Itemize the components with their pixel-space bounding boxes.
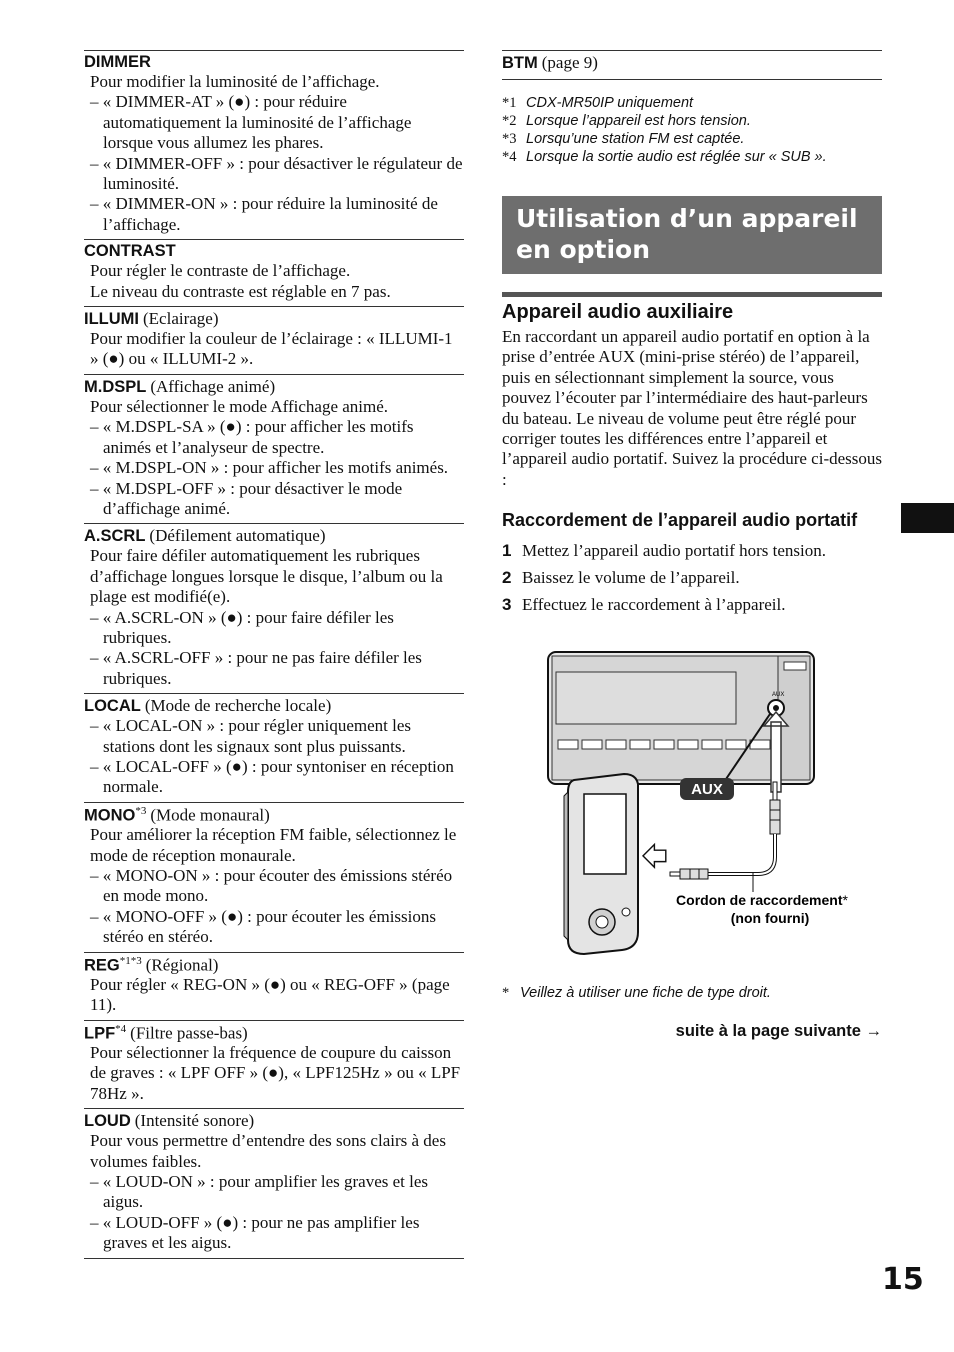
entry-note: (Mode monaural) <box>150 805 270 825</box>
entry-note: (Affichage animé) <box>150 376 276 396</box>
entry-note: (Mode de recherche locale) <box>144 696 332 716</box>
entry-note: (Intensité sonore) <box>134 1111 255 1131</box>
aux-jack-label: AUX <box>772 692 785 699</box>
footnote <box>502 94 882 112</box>
footnote-mark: *2 <box>502 113 517 129</box>
setting-entry <box>84 1020 464 1109</box>
entry-option: – « DIMMER-AT » (●) : pour réduire automatiquement la luminosité de l’affichage lorsque vous allumez les phares. <box>90 92 412 153</box>
footnote-text: Lorsque la sortie audio est réglée sur « SUB ». <box>526 149 827 165</box>
entry-heading <box>84 805 464 825</box>
intro-paragraph: En raccordant un appareil audio portatif en option à la prise d’entrée AUX (mini-prise stéréo) de l’appareil, puis en sélectionnant simplement la source, vous pouvez l’écouter par l’intermédiaire des haut-parleurs du bateau. Le niveau de volume peut être réglé pour corriger toutes les différences entre l’appareil et l’appareil audio portatif. Suivez la procédure ci-dessous : <box>502 327 883 489</box>
footnote <box>502 148 882 166</box>
setting-entry <box>84 693 464 802</box>
step-number: 2 <box>502 568 512 588</box>
entry-footnote-ref: *1*3 <box>119 954 142 967</box>
procedure-step <box>502 591 882 618</box>
page-number: 15 <box>882 1262 924 1297</box>
entry-note: (Régional) <box>145 954 219 974</box>
footnote-mark: *1 <box>502 95 517 111</box>
entry-heading <box>84 377 464 397</box>
connection-diagram <box>502 632 882 962</box>
entry-note: (page 9) <box>541 53 598 72</box>
setting-entry <box>84 952 464 1020</box>
entry-heading <box>84 1111 464 1131</box>
footnote-text: CDX-MR50IP uniquement <box>526 95 694 111</box>
entry-option: – « LOCAL-ON » : pour régler uniquement les stations dont les signaux sont plus puissants. <box>90 716 412 756</box>
setting-entry <box>84 374 464 523</box>
entry-description: Pour modifier la luminosité de l’affichage. <box>90 72 380 91</box>
cord-label: Cordon de raccordement* <box>676 892 848 909</box>
star-note <box>502 984 882 1002</box>
entry-footnote-ref: *3 <box>135 804 147 817</box>
entry-heading <box>84 1023 464 1043</box>
preset-buttons <box>558 740 770 749</box>
entry-note: (Eclairage) <box>143 309 219 329</box>
entry-option: – « MONO-ON » : pour écouter des émissions stéréo en mode mono. <box>90 865 453 906</box>
right-column <box>502 50 882 1041</box>
entry-term: DIMMER <box>84 53 151 71</box>
settings-list <box>84 50 464 1259</box>
entry-footnote-ref: *4 <box>115 1022 127 1035</box>
subsection-title: Appareil audio auxiliaire <box>502 292 882 324</box>
entry-description: Pour régler « REG-ON » (●) ou « REG-OFF » (page 11). <box>90 974 450 1015</box>
entry-heading <box>84 955 464 975</box>
entry-heading <box>84 53 464 72</box>
section-tab-marker <box>901 503 954 533</box>
footnote <box>502 112 882 130</box>
entry-option: – « DIMMER-ON » : pour réduire la luminosité de l’affichage. <box>90 194 438 234</box>
procedure-title: Raccordement de l’appareil audio portatif <box>502 510 858 531</box>
step-number: 3 <box>502 595 512 615</box>
cord-sublabel: (non fourni) <box>730 910 810 927</box>
procedure-step <box>502 537 882 564</box>
section-title: Utilisation d’un appareil en option <box>502 196 882 274</box>
entry-option: – « A.SCRL-ON » (●) : pour faire défiler les rubriques. <box>90 607 394 647</box>
entry-option: – « M.DSPL-OFF » : pour désactiver le mode d’affichage animé. <box>90 478 403 518</box>
entry-term: LOCAL <box>84 697 141 716</box>
setting-entry <box>84 306 464 374</box>
entry-term: BTM <box>502 54 538 72</box>
entry-term: LOUD <box>84 1112 131 1131</box>
entry-term: MONO <box>84 806 136 825</box>
entry-description: Pour sélectionner le mode Affichage animé. <box>90 396 389 416</box>
entry-term: CONTRAST <box>84 242 176 261</box>
entry-description: Pour sélectionner la fréquence de coupure du caisson de graves : « LPF OFF » (●), « LPF125Hz » ou « LPF 78Hz ». <box>90 1043 461 1103</box>
btm-entry <box>502 50 882 80</box>
entry-option: – « LOUD-OFF » (●) : pour ne pas amplifier les graves et les aigus. <box>90 1212 420 1253</box>
entry-term: LPF <box>84 1024 116 1043</box>
entry-term: ILLUMI <box>84 310 139 329</box>
entry-term: A.SCRL <box>84 527 146 546</box>
entry-term: M.DSPL <box>84 377 147 396</box>
entry-heading <box>84 309 464 329</box>
step-text: Effectuez le raccordement à l’appareil. <box>522 595 786 615</box>
entry-option: – « M.DSPL-SA » (●) : pour afficher les motifs animés et l’analyseur de spectre. <box>90 417 414 457</box>
entry-term: REG <box>84 955 120 974</box>
step-text: Baissez le volume de l’appareil. <box>522 568 740 588</box>
entry-option: – « DIMMER-OFF » : pour désactiver le régulateur de luminosité. <box>90 153 463 194</box>
footnotes <box>502 94 882 166</box>
note-text: Veillez à utiliser une fiche de type droit. <box>520 985 771 1002</box>
entry-option: – « M.DSPL-ON » : pour afficher les motifs animés. <box>90 458 449 478</box>
footnote <box>502 130 882 148</box>
setting-entry <box>84 523 464 693</box>
footnote-mark: *3 <box>502 131 517 147</box>
footnote-text: Lorsque l’appareil est hors tension. <box>526 113 751 129</box>
entry-description: Pour faire défiler automatiquement les rubriques d’affichage longues lorsque le disque, l’album ou la plage est modifié(e). <box>90 546 443 607</box>
entry-note: (Filtre passe-bas) <box>130 1023 248 1043</box>
footnote-mark: *4 <box>502 149 517 165</box>
entry-heading <box>84 696 464 716</box>
entry-description: Le niveau du contraste est réglable en 7 pas. <box>90 281 391 301</box>
entry-description: Pour modifier la couleur de l’éclairage : « ILLUMI-1 » (●) ou « ILLUMI-2 ». <box>90 329 453 369</box>
entry-heading <box>84 526 464 546</box>
setting-entry <box>84 1108 464 1258</box>
portable-player-illustration <box>564 774 638 954</box>
setting-entry <box>84 239 464 306</box>
continue-link[interactable]: suite à la page suivante → <box>675 1022 882 1041</box>
entry-option: – « LOUD-ON » : pour amplifier les graves et les aigus. <box>90 1172 429 1212</box>
steps-list <box>502 537 882 618</box>
setting-entry <box>84 50 464 239</box>
entry-description: Pour améliorer la réception FM faible, sélectionnez le mode de réception monaurale. <box>90 825 457 865</box>
footnote-text: Lorsqu’une station FM est captée. <box>526 131 745 147</box>
entry-option: – « LOCAL-OFF » (●) : pour syntoniser en réception normale. <box>90 756 454 797</box>
entry-description: Pour régler le contraste de l’affichage. <box>90 261 351 281</box>
direction-arrow-icon <box>643 845 666 868</box>
procedure-step <box>502 564 882 591</box>
aux-badge-label: AUX <box>691 781 723 799</box>
note-mark: * <box>502 985 510 1002</box>
connecting-cord <box>706 834 775 874</box>
step-text: Mettez l’appareil audio portatif hors tension. <box>522 541 827 561</box>
entry-note: (Défilement automatique) <box>149 526 326 546</box>
entry-option: – « MONO-OFF » (●) : pour écouter les émissions stéréo en stéréo. <box>90 906 436 947</box>
setting-entry <box>84 802 464 952</box>
step-number: 1 <box>502 541 512 561</box>
entry-heading <box>84 242 464 261</box>
cord-plug-horizontal <box>670 869 708 879</box>
entry-option: – « A.SCRL-OFF » : pour ne pas faire défiler les rubriques. <box>90 648 422 688</box>
entry-description: Pour vous permettre d’entendre des sons clairs à des volumes faibles. <box>90 1131 446 1171</box>
